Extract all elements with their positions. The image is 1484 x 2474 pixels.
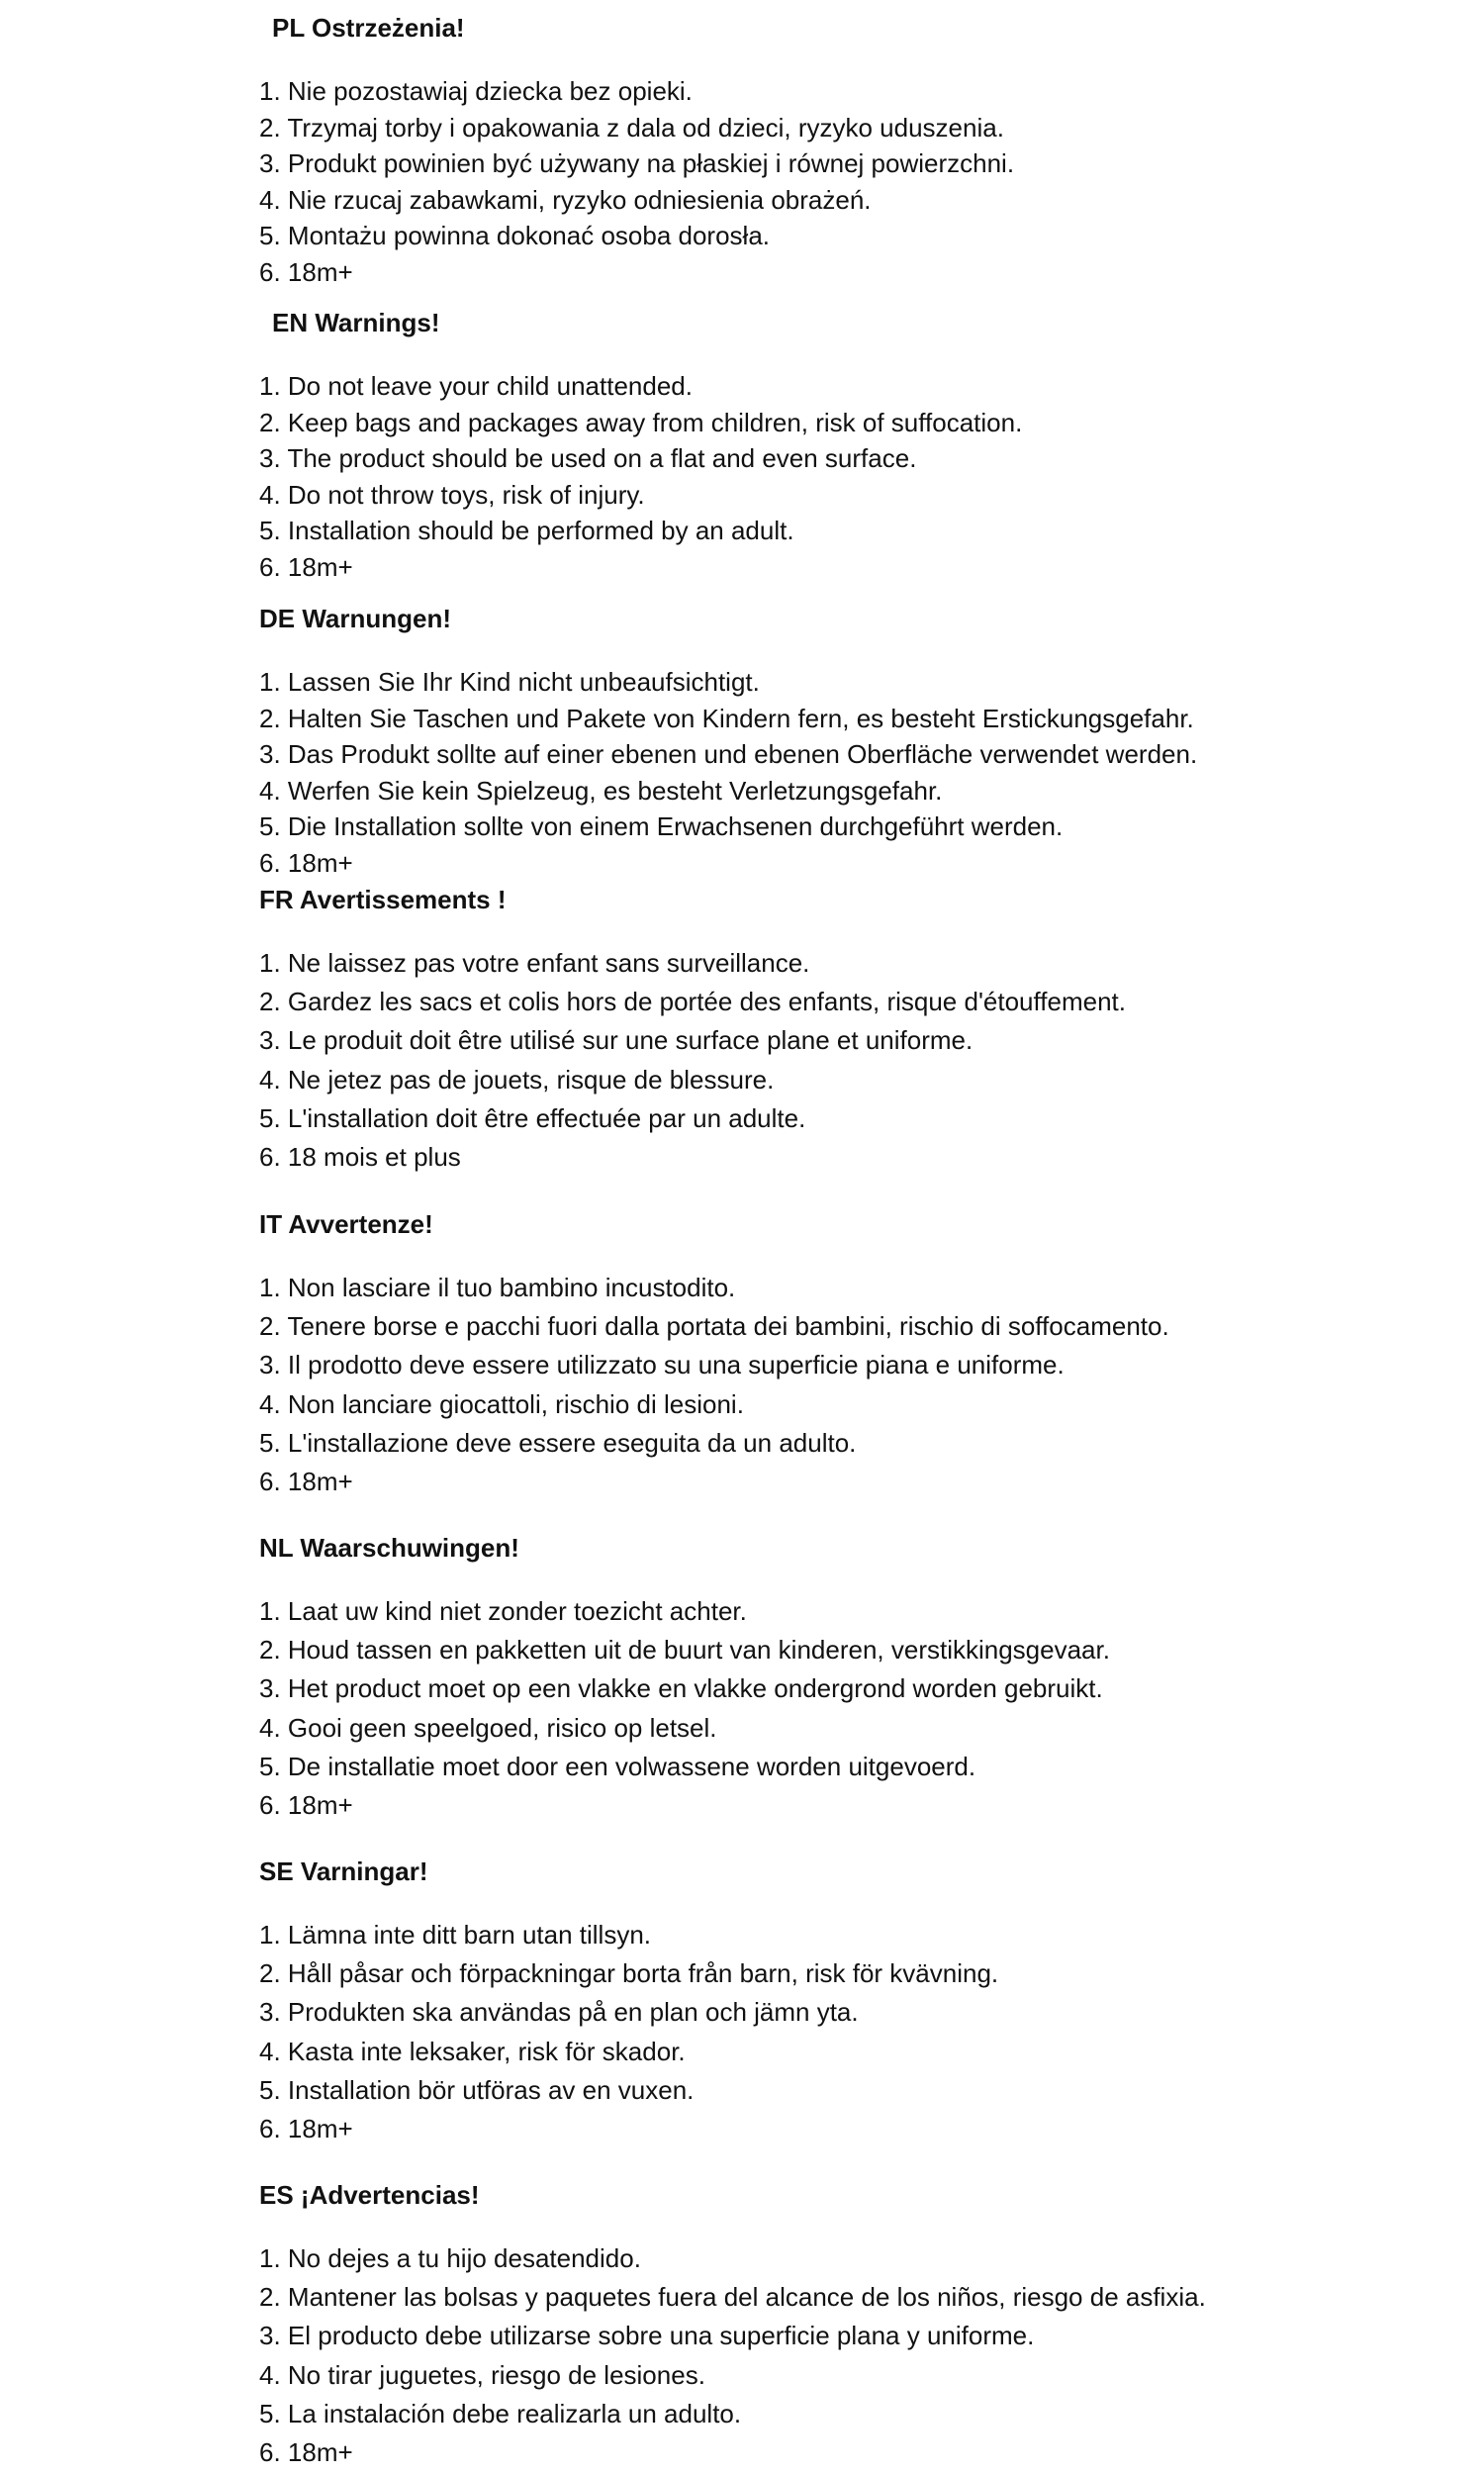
section-fr [259, 884, 1126, 1177]
warning-list [259, 73, 1014, 290]
list-item: 6. 18m+ [259, 2113, 353, 2143]
list-item: 4. Ne jetez pas de jouets, risque de blessure. [259, 1064, 775, 1094]
list-item: 5. Installation should be performed by an adult. [259, 516, 794, 545]
list-item: 1. Ne laissez pas votre enfant sans surveillance. [259, 948, 810, 978]
list-item: 3. Das Produkt sollte auf einer ebenen und ebenen Oberfläche verwendet werden. [259, 739, 1198, 769]
list-item: 5. L'installazione deve essere eseguita da un adulto. [259, 1427, 857, 1458]
section-heading: IT Avvertenze! [259, 1209, 433, 1239]
list-item: 6. 18m+ [259, 256, 353, 287]
warning-list [259, 664, 1197, 881]
list-item: 5. Die Installation sollte von einem Erwachsenen durchgeführt werden. [259, 811, 1064, 841]
section-en [259, 307, 1022, 585]
list-item: 2. Houd tassen en pakketten uit de buurt van kinderen, verstikkingsgevaar. [259, 1635, 1110, 1665]
list-item: 3. Produkt powinien być używany na płaskiej i równej powierzchni. [259, 148, 1015, 178]
list-item: 3. Het product moet op een vlakke en vlakke ondergrond worden gebruikt. [259, 1673, 1103, 1704]
list-item: 6. 18m+ [259, 1466, 353, 1496]
warning-list [259, 1269, 1169, 1501]
section-heading: SE Varningar! [259, 1856, 428, 1886]
list-item: 2. Keep bags and packages away from children, risk of suffocation. [259, 407, 1023, 437]
warning-list [259, 2239, 1206, 2472]
list-item: 5. Montażu powinna dokonać osoba dorosła. [259, 221, 771, 250]
list-item: 4. Gooi geen speelgoed, risico op letsel. [259, 1712, 717, 1743]
section-de [259, 603, 1197, 881]
list-item: 6. 18m+ [259, 2436, 353, 2467]
warning-list [259, 1916, 998, 2148]
list-item: 4. Werfen Sie kein Spielzeug, es besteht Verletzungsgefahr. [259, 775, 943, 806]
list-item: 6. 18m+ [259, 551, 353, 582]
section-heading: DE Warnungen! [259, 604, 452, 633]
section-pl [259, 12, 1014, 290]
list-item: 3. The product should be used on a flat and even surface. [259, 443, 917, 473]
list-item: 2. Håll påsar och förpackningar borta från barn, risk för kvävning. [259, 1958, 999, 1989]
list-item: 3. Produkten ska användas på en plan och jämn yta. [259, 1997, 859, 2028]
section-it [259, 1208, 1169, 1501]
list-item: 4. Do not throw toys, risk of injury. [259, 479, 645, 510]
section-es [259, 2179, 1206, 2472]
section-heading: PL Ostrzeżenia! [272, 13, 465, 43]
list-item: 3. El producto debe utilizarse sobre una superficie plana y uniforme. [259, 2321, 1035, 2351]
section-nl [259, 1532, 1110, 1825]
list-item: 1. No dejes a tu hijo desatendido. [259, 2243, 641, 2273]
list-item: 4. No tirar juguetes, riesgo de lesiones. [259, 2359, 705, 2390]
list-item: 2. Trzymaj torby i opakowania z dala od dzieci, ryzyko uduszenia. [259, 112, 1004, 143]
list-item: 1. Lassen Sie Ihr Kind nicht unbeaufsichtigt. [259, 667, 760, 697]
list-item: 5. L'installation doit être effectuée par un adulte. [259, 1102, 806, 1133]
list-item: 5. De installatie moet door een volwassene worden uitgevoerd. [259, 1751, 976, 1781]
list-item: 2. Mantener las bolsas y paquetes fuera del alcance de los niños, riesgo de asfixia. [259, 2282, 1206, 2313]
list-item: 1. Do not leave your child unattended. [259, 371, 693, 401]
list-item: 5. La instalación debe realizarla un adulto. [259, 2398, 742, 2428]
list-item: 6. 18m+ [259, 1789, 353, 1820]
list-item: 2. Tenere borse e pacchi fuori dalla portata dei bambini, rischio di soffocamento. [259, 1311, 1169, 1342]
warning-list [259, 368, 1022, 585]
list-item: 4. Non lanciare giocattoli, rischio di lesioni. [259, 1388, 744, 1419]
list-item: 4. Kasta inte leksaker, risk för skador. [259, 2036, 686, 2066]
list-item: 6. 18 mois et plus [259, 1141, 461, 1172]
list-item: 6. 18m+ [259, 847, 353, 878]
warning-list [259, 944, 1126, 1177]
list-item: 3. Le produit doit être utilisé sur une surface plane et uniforme. [259, 1025, 974, 1056]
list-item: 3. Il prodotto deve essere utilizzato su una superficie piana e uniforme. [259, 1350, 1065, 1380]
section-heading: NL Waarschuwingen! [259, 1533, 519, 1563]
list-item: 2. Halten Sie Taschen und Pakete von Kindern fern, es besteht Erstickungsgefahr. [259, 703, 1194, 733]
section-se [259, 1856, 998, 2148]
section-heading: FR Avertissements ! [259, 885, 507, 914]
list-item: 1. Non lasciare il tuo bambino incustodito. [259, 1273, 736, 1302]
warning-list [259, 1592, 1110, 1825]
list-item: 5. Installation bör utföras av en vuxen. [259, 2074, 695, 2105]
list-item: 4. Nie rzucaj zabawkami, ryzyko odniesienia obrażeń. [259, 184, 872, 215]
list-item: 2. Gardez les sacs et colis hors de portée des enfants, risque d'étouffement. [259, 987, 1126, 1017]
list-item: 1. Nie pozostawiaj dziecka bez opieki. [259, 76, 693, 106]
section-heading: EN Warnings! [272, 308, 440, 337]
section-heading: ES ¡Advertencias! [259, 2180, 480, 2210]
list-item: 1. Lämna inte ditt barn utan tillsyn. [259, 1920, 652, 1950]
list-item: 1. Laat uw kind niet zonder toezicht achter. [259, 1596, 747, 1626]
